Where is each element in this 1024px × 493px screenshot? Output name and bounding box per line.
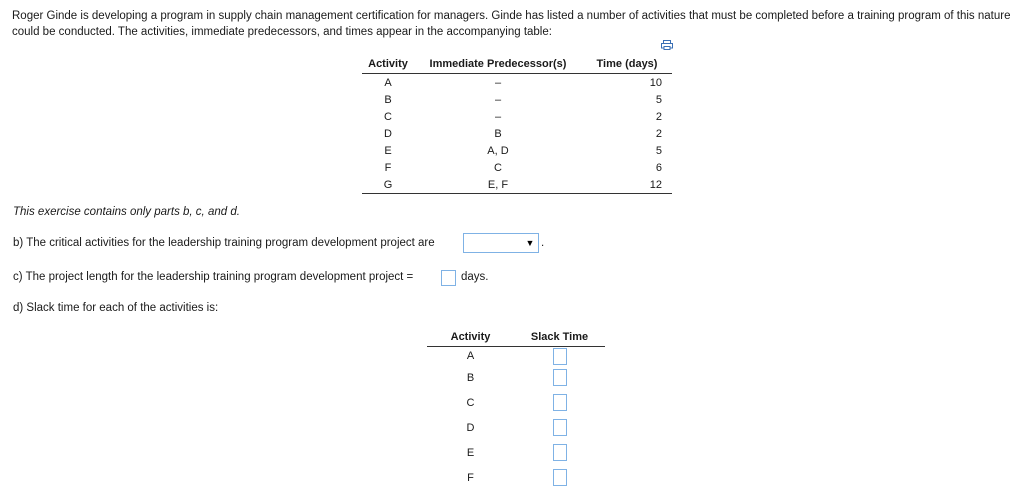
activity-cell: A: [384, 76, 392, 89]
table-row: [362, 159, 672, 176]
time-cell: 5: [655, 144, 662, 157]
time-cell: 2: [655, 110, 662, 123]
table-row: [427, 415, 605, 440]
time-cell: 12: [582, 176, 672, 194]
intro-text: Roger Ginde is developing a program in supply chain management certification for managers. Ginde has listed a number of activities that must be completed before a training program of this nature could be conducted. The activities, immediate predecessors, and times appear in the accompanying table:: [12, 10, 1011, 38]
time-cell: 2: [655, 127, 662, 140]
activity-cell: F: [384, 161, 392, 174]
project-length-input[interactable]: [441, 270, 456, 286]
activity-table: [362, 55, 672, 194]
table-row: [362, 142, 672, 159]
table-row: [427, 390, 605, 415]
time-cell: 10: [649, 76, 662, 89]
header-slack-time: Slack Time: [514, 328, 605, 347]
activity-cell: C: [384, 110, 392, 123]
predecessor-cell: E, F: [414, 176, 582, 194]
table-row: [427, 440, 605, 465]
predecessor-cell: C: [494, 161, 502, 174]
exercise-note: This exercise contains only parts b, c, and d.: [13, 206, 240, 218]
activity-cell: E: [384, 144, 392, 157]
activity-cell: D: [466, 421, 475, 434]
question-b: b) The critical activities for the leadership training program development project are: [13, 237, 435, 249]
predecessor-cell: B: [494, 127, 502, 140]
header-activity: Activity: [427, 328, 514, 347]
activity-cell: A: [466, 350, 475, 362]
header-predecessors: Immediate Predecessor(s): [414, 55, 582, 74]
table-row: [362, 74, 672, 92]
slack-input-d[interactable]: [553, 419, 567, 436]
days-unit-label: days.: [461, 271, 489, 283]
predecessor-cell: –: [494, 110, 502, 123]
slack-table-header: [427, 328, 605, 347]
activity-cell: B: [466, 371, 475, 384]
table-row: [362, 125, 672, 142]
slack-input-b[interactable]: [553, 369, 567, 386]
activity-cell: C: [466, 396, 475, 409]
predecessor-cell: –: [494, 76, 502, 89]
slack-input-f[interactable]: [553, 469, 567, 486]
time-cell: 5: [655, 93, 662, 106]
dropdown-arrow-icon[interactable]: ▼: [525, 238, 535, 248]
activity-cell: G: [362, 176, 414, 194]
activity-cell: F: [467, 471, 474, 484]
slack-input-e[interactable]: [553, 444, 567, 461]
header-time: Time (days): [582, 55, 672, 74]
critical-activities-dropdown[interactable]: [463, 233, 539, 253]
time-cell: 6: [655, 161, 662, 174]
predecessor-cell: –: [494, 93, 502, 106]
activity-cell: B: [384, 93, 392, 106]
slack-input-c[interactable]: [553, 394, 567, 411]
header-activity: Activity: [362, 55, 414, 74]
table-row: [427, 347, 605, 366]
slack-table: [427, 328, 605, 490]
predecessor-cell: A, D: [487, 144, 509, 157]
table-row: [427, 365, 605, 390]
activity-cell: E: [466, 446, 475, 459]
question-c: c) The project length for the leadership training program development project =: [13, 271, 414, 283]
table-row: [362, 91, 672, 108]
table-row: [427, 465, 605, 490]
slack-input-a[interactable]: [553, 348, 567, 365]
question-d: d) Slack time for each of the activities is:: [13, 302, 219, 314]
activity-table-header: [362, 55, 672, 74]
print-icon[interactable]: [661, 40, 673, 50]
activity-cell: D: [384, 127, 392, 140]
table-row: [362, 108, 672, 125]
question-b-period: .: [541, 237, 545, 249]
table-row: [362, 176, 672, 194]
